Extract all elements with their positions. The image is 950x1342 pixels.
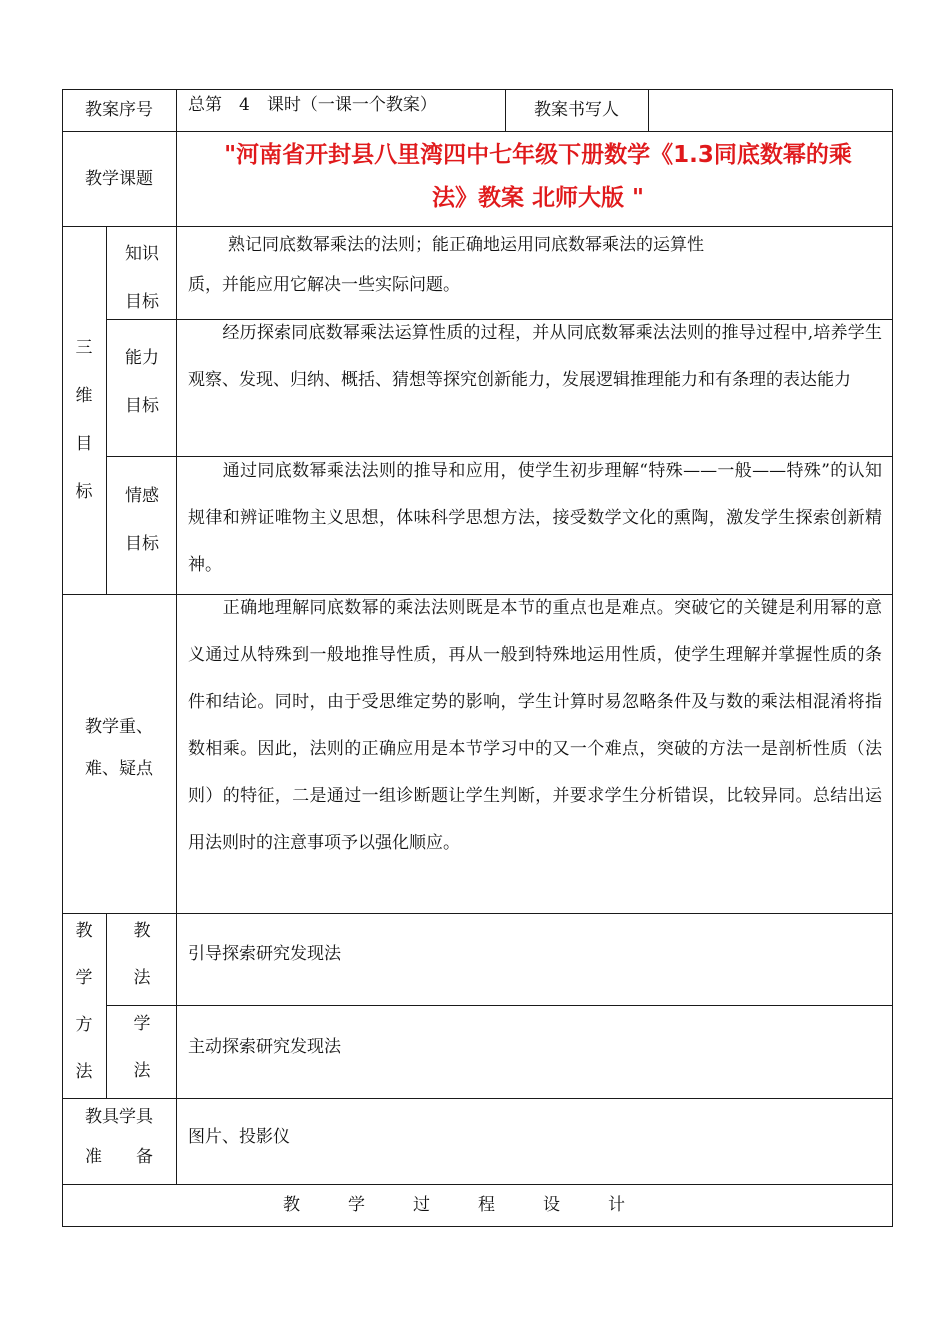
writer-label: 教案书写人 [534,100,619,120]
knowledge-text-cont: 质，并能应用它解决一些实际问题。 [188,275,460,295]
ability-label: 能力 目标 [125,348,159,416]
lesson-title [182,134,894,220]
rule-methods-sub [106,913,107,1099]
rule-after-methods [62,1098,893,1099]
teaching-method-value: 引导探索研究发现法 [188,944,341,964]
teaching-method-label: 教 法 [133,921,151,988]
knowledge-label: 知识 目标 [125,244,159,312]
rule-after-tools [62,1184,893,1185]
lesson-title-line2: 法》教案 北师大版 " [432,185,644,211]
lesson-title-line1: "河南省开封县八里湾四中七年级下册数学《1.3同底数幂的乘 [224,142,852,168]
emotion-text: 通过同底数幂乘法法则的推导和应用，使学生初步理解“特殊——一般——特殊”的认知规律和辨证唯物主义思想，体味科学思想方法，接受数学文化的熏陶，激发学生探索创新精神。 [188,461,882,575]
rule-header-writer-right [648,89,649,132]
serial-value: 总第 4 课时（一课一个教案） [188,95,437,115]
topic-label: 教学课题 [85,169,153,189]
knowledge-text: 熟记同底数幂乘法的法则；能正确地运用同底数幂乘法的运算性 [228,235,704,255]
tools-value: 图片、投影仪 [188,1127,290,1147]
ability-text: 经历探索同底数幂乘法运算性质的过程，并从同底数幂乘法法则的推导过程中,培养学生观察、发现、归纳、概括、猜想等探究创新能力，发展逻辑推理能力和有条理的表达能力 [188,323,882,390]
rule-after-topic [62,226,893,227]
rule-right [892,89,893,1227]
tools-label-line2: 准 备 [85,1147,153,1167]
rule-top [62,89,893,90]
tools-label-line1: 教具学具 [85,1107,153,1127]
learning-method-value: 主动探索研究发现法 [188,1037,341,1057]
rule-after-header [62,131,893,132]
keypoints-label-line2: 难、疑点 [85,759,153,779]
keypoints-label-line1: 教学重、 [85,717,153,737]
rule-after-teaching-method [106,1005,893,1006]
process-heading: 教学过程设计 [283,1195,673,1215]
keypoints-text: 正确地理解同底数幂的乘法法则既是本节的重点也是难点。突破它的关键是利用幂的意义通过从特殊到一般地推导性质，再从一般到特殊地运用性质，使学生理解并掌握性质的条件和结论。同时，由于受思维定势的影响，学生计算时易忽略条件及与数的乘法相混淆将指数相乘。因此，法则的正确应用是本节学习中的又一个难点，突破的方法一是剖析性质（法则）的特征，二是通过一组诊断题让学生判断，并要求学生分析错误，比较异同。总结出运用法则时的注意事项予以强化顺应。 [188,598,882,853]
rule-bottom [62,1226,893,1227]
rule-label-col [176,89,177,1185]
rule-left [62,89,63,1227]
serial-label: 教案序号 [85,100,153,120]
emotion-label: 情感 目标 [125,486,159,554]
learning-method-label: 学 法 [133,1014,151,1081]
rule-objectives-sub [106,226,107,595]
rule-after-keypoints [62,913,893,914]
objectives-group-label: 三 维 目 标 [75,338,93,502]
methods-group-label: 教 学 方 法 [75,921,93,1082]
